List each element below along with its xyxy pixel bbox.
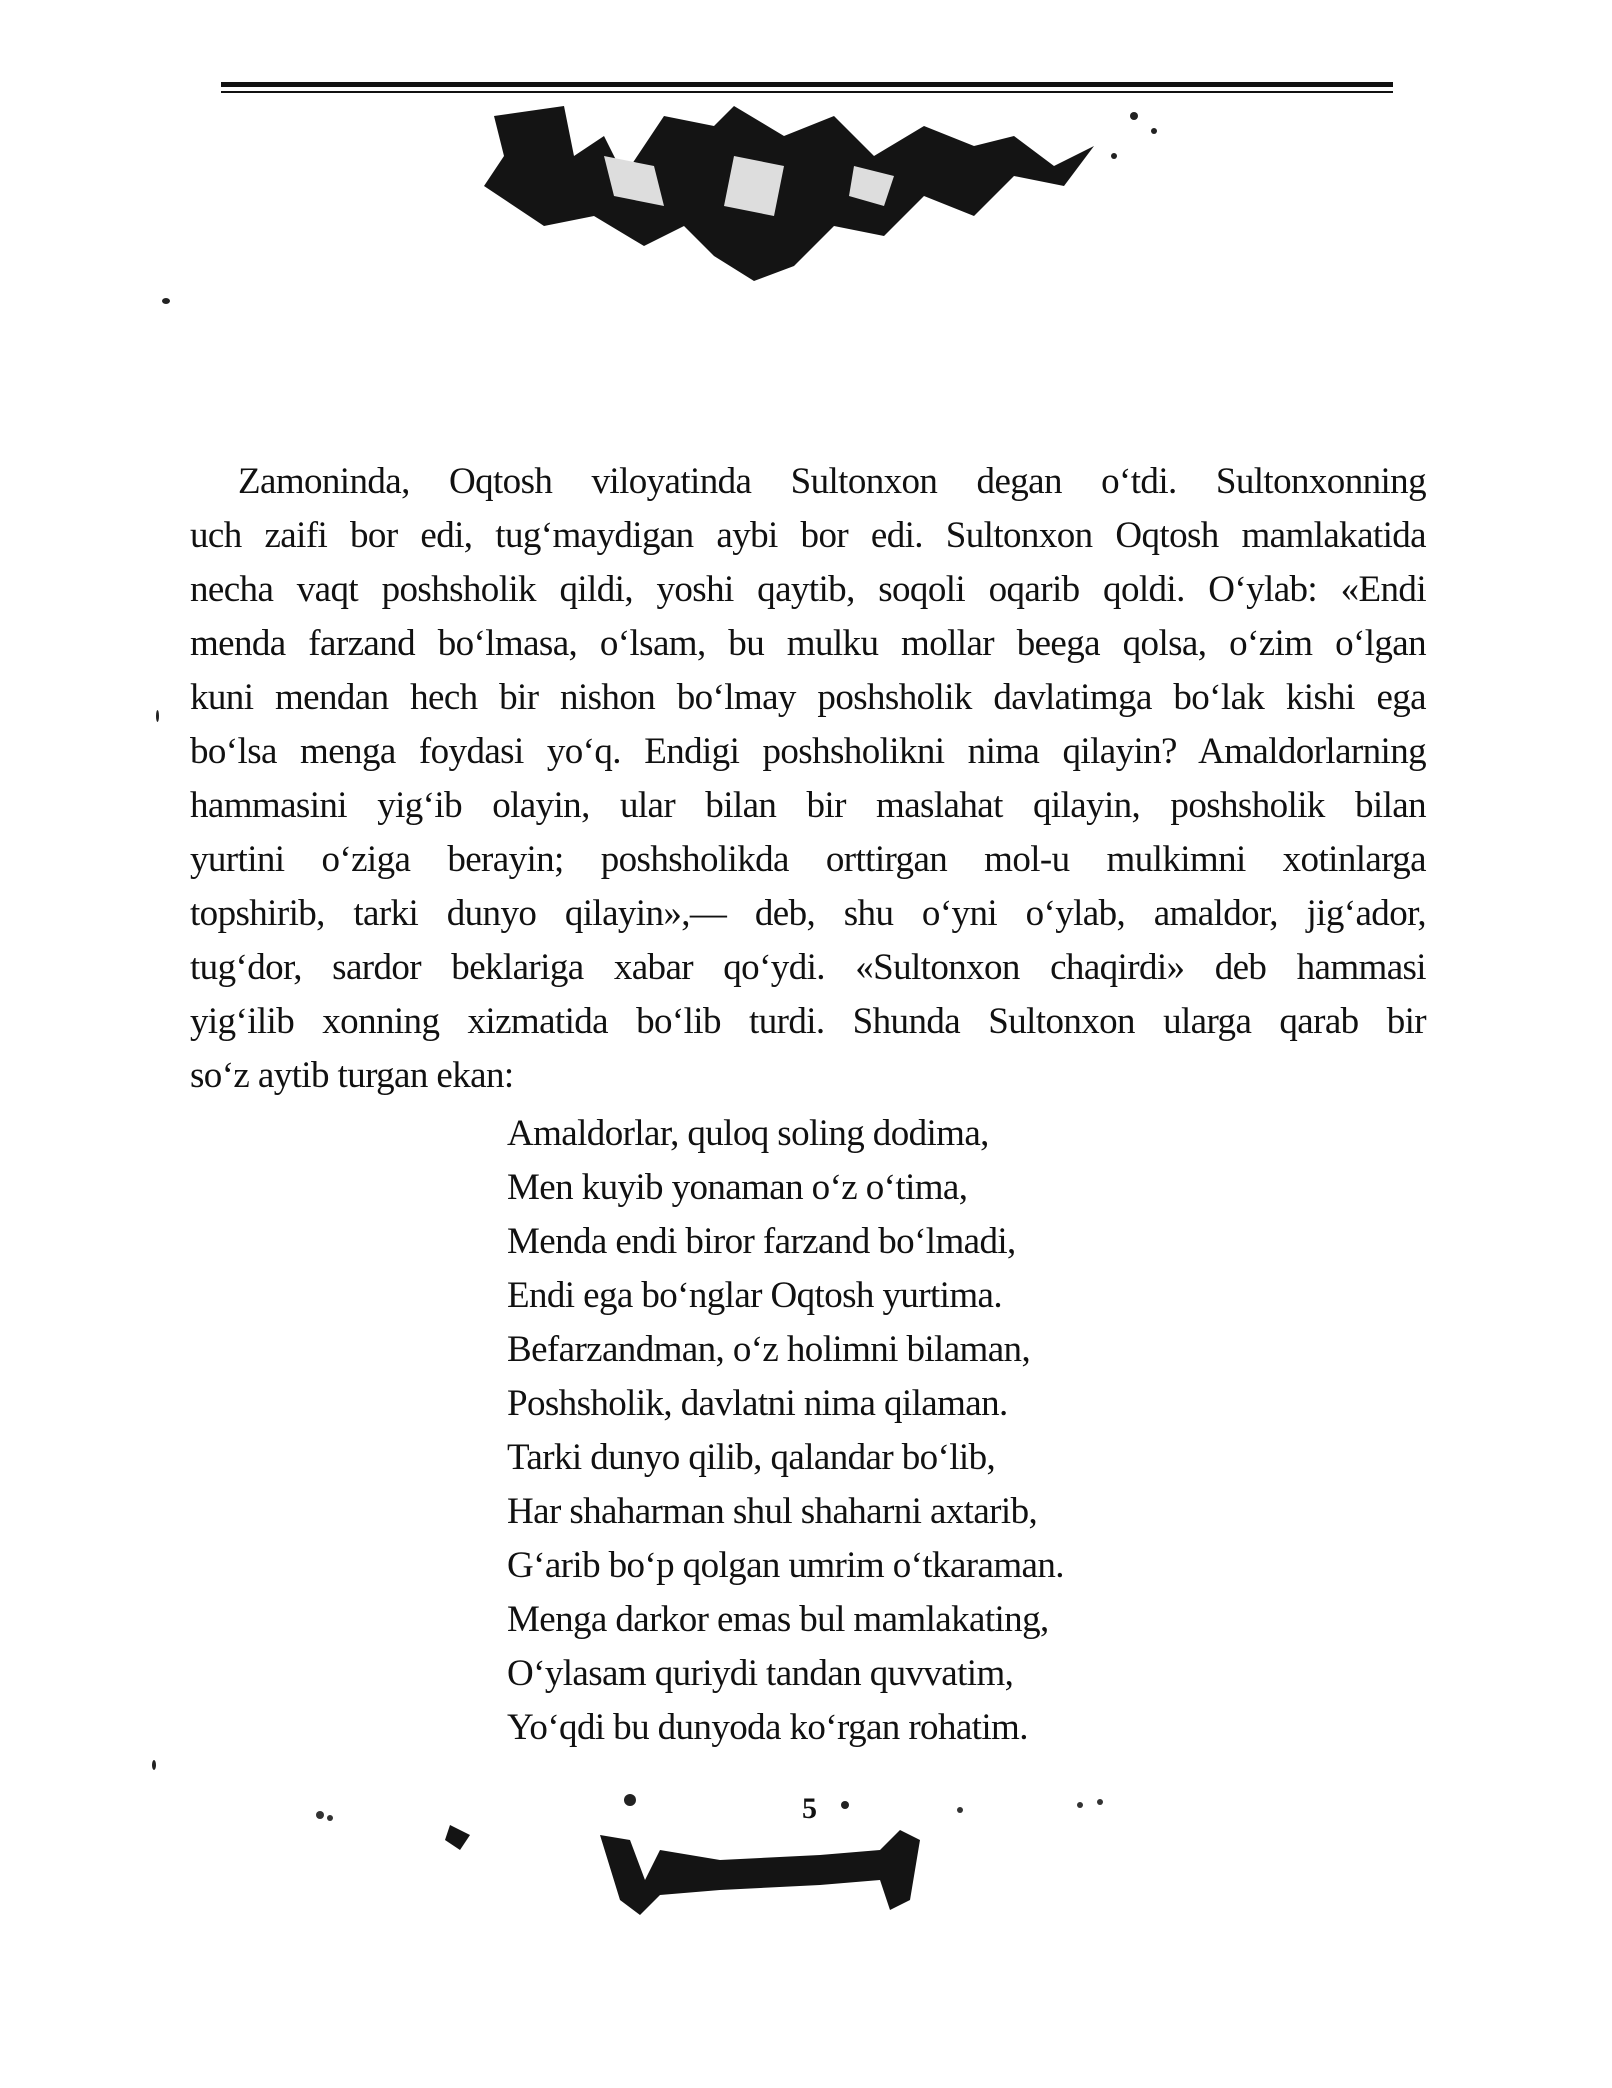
header-rule-thick bbox=[221, 82, 1393, 87]
poem-line: G‘arib bo‘p qolgan umrim o‘tkaraman. bbox=[507, 1545, 1064, 1586]
header-rule-thin bbox=[221, 91, 1393, 93]
prose-paragraph bbox=[190, 455, 1426, 1103]
prose-line: necha vaqt poshsholik qildi, yoshi qaytib, soqoli oqarib qoldi. O‘ylab: «Endi bbox=[190, 569, 1426, 610]
page-number: 5 bbox=[802, 1792, 817, 1825]
prose-line: Zamoninda, Oqtosh viloyatinda Sultonxon degan o‘tdi. Sultonxonning bbox=[238, 461, 1426, 502]
poem-line: Har shaharman shul shaharni axtarib, bbox=[507, 1491, 1038, 1532]
prose-line: tug‘dor, sardor beklariga xabar qo‘ydi. «Sultonxon chaqirdi» deb hammasi bbox=[190, 947, 1426, 988]
prose-line: topshirib, tarki dunyo qilayin»,— deb, shu o‘yni o‘ylab, amaldor, jig‘ador, bbox=[190, 893, 1426, 934]
poem-line: O‘ylasam quriydi tandan quvvatim, bbox=[507, 1653, 1014, 1694]
poem-line: Men kuyib yonaman o‘z o‘tima, bbox=[507, 1167, 968, 1208]
header-ornament bbox=[454, 96, 1164, 286]
poem bbox=[507, 1107, 1064, 1755]
prose-line: uch zaifi bor edi, tug‘maydigan aybi bor edi. Sultonxon Oqtosh mamlakatida bbox=[190, 515, 1426, 556]
prose-line: hammasini yig‘ib olayin, ular bilan bir maslahat qilayin, poshsholik bilan bbox=[190, 785, 1426, 826]
ink-speck bbox=[162, 298, 170, 304]
poem-line: Befarzandman, o‘z holimni bilaman, bbox=[507, 1329, 1031, 1370]
poem-line: Yo‘qdi bu dunyoda ko‘rgan rohatim. bbox=[507, 1707, 1028, 1748]
footer-ornament bbox=[300, 1780, 1200, 1920]
poem-line: Tarki dunyo qilib, qalandar bo‘lib, bbox=[507, 1437, 996, 1478]
prose-line: yig‘ilib xonning xizmatida bo‘lib turdi. Shunda Sultonxon ularga qarab bir bbox=[190, 1001, 1426, 1042]
prose-line: kuni mendan hech bir nishon bo‘lmay poshsholik davlatimga bo‘lak kishi ega bbox=[190, 677, 1426, 718]
ink-speck bbox=[156, 710, 159, 722]
prose-line: menda farzand bo‘lmasa, o‘lsam, bu mulku mollar beega qolsa, o‘zim o‘lgan bbox=[190, 623, 1426, 664]
poem-line: Amaldorlar, quloq soling dodima, bbox=[507, 1113, 989, 1154]
poem-line: Menda endi biror farzand bo‘lmadi, bbox=[507, 1221, 1016, 1262]
ink-speck bbox=[152, 1760, 156, 1770]
poem-line: Menga darkor emas bul mamlakating, bbox=[507, 1599, 1049, 1640]
poem-line: Endi ega bo‘nglar Oqtosh yurtima. bbox=[507, 1275, 1003, 1316]
prose-line: bo‘lsa menga foydasi yo‘q. Endigi poshsholikni nima qilayin? Amaldorlarning bbox=[190, 731, 1426, 772]
prose-line: yurtini o‘ziga berayin; poshsholikda orttirgan mol-u mulkimni xotinlarga bbox=[190, 839, 1426, 880]
poem-line: Poshsholik, davlatni nima qilaman. bbox=[507, 1383, 1008, 1424]
prose-line: so‘z aytib turgan ekan: bbox=[190, 1055, 514, 1096]
